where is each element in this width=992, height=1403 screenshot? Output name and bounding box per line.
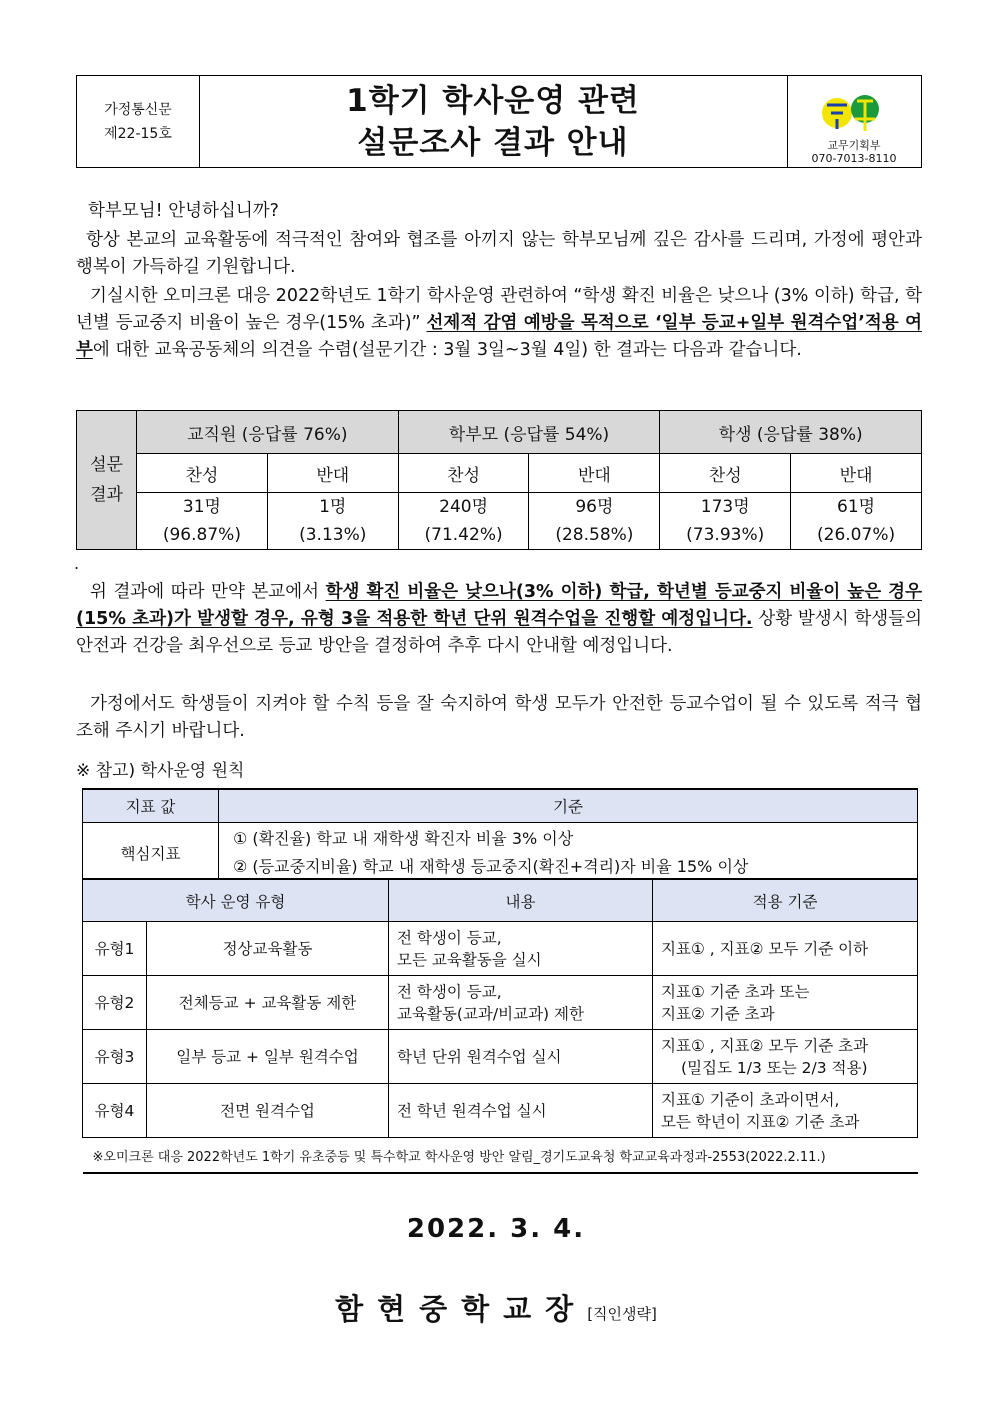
table-row: [83, 1030, 918, 1084]
newsletter-header: [76, 75, 922, 168]
type-apply: [653, 1084, 918, 1138]
type-apply: [653, 1030, 918, 1084]
agree-label: 찬성: [660, 454, 791, 493]
type-name: 전체등교 + 교육활동 제한: [147, 976, 389, 1030]
apply-line: 모든 학년이 지표② 기준 초과: [661, 1112, 860, 1131]
type-content: [389, 1030, 653, 1084]
percent: (28.58%): [555, 525, 634, 545]
indicator-header: 지표 값: [83, 789, 219, 823]
disagree-result: [791, 493, 922, 550]
newsletter-id-box: [77, 76, 200, 167]
content-line: 교육활동(교과/비교과) 제한: [397, 1004, 584, 1023]
type-code: 유형4: [83, 1084, 147, 1138]
apply-line: 지표① , 지표② 모두 기준 초과: [661, 1036, 869, 1055]
disagree-label: 반대: [267, 454, 398, 493]
group-header-parents: 학부모 (응답률 54%): [398, 411, 660, 454]
content-line: 학년 단위 원격수업 실시: [397, 1047, 562, 1066]
core-criteria: [219, 823, 918, 884]
count: 31명: [182, 497, 221, 517]
table-row: [83, 1084, 918, 1138]
core-indicator-label: 핵심지표: [83, 823, 219, 884]
issue-number: 제22-15호: [104, 125, 172, 142]
type-name: 전면 원격수업: [147, 1084, 389, 1138]
reference-title: ※ 참고) 학사운영 원칙: [76, 761, 245, 781]
result-paragraph: [76, 579, 922, 660]
type-name: 정상교육활동: [147, 922, 389, 976]
apply-line: 지표① 기준이 초과이면서,: [661, 1090, 840, 1109]
signer-name: 함현중학교장: [335, 1292, 588, 1326]
criteria-header: 기준: [219, 789, 918, 823]
result-text-end: 상황 발생시 학생들의 안전과 건강을 최우선으로 등교 방안을 결정하여 추후 다시 안내할 예정입니다.: [76, 609, 922, 656]
indicator-table: [82, 788, 918, 884]
table-row: [83, 922, 918, 976]
apply-line: 지표② 기준 초과: [661, 1004, 775, 1023]
disagree-result: [267, 493, 398, 550]
content-header: 내용: [389, 879, 653, 922]
type-content: [389, 976, 653, 1030]
result-emphasis: 학생 확진 비율은 낮으나(3% 이하) 학급, 학년별 등교중지 비율이 높은 경우(15% 초과)가 발생할 경우, 유형 3을 적용한 학년 단위 원격수업을 진행할 예정입니다.: [76, 582, 922, 629]
agree-result: [137, 493, 268, 550]
department-phone: 070-7013-8110: [811, 152, 897, 165]
percent: (96.87%): [162, 525, 241, 545]
type-code: 유형2: [83, 976, 147, 1030]
operation-type-table: [82, 878, 918, 1174]
count: 96명: [575, 497, 614, 517]
intro-paragraph: 항상 본교의 교육활동에 적극적인 참여와 협조를 아끼지 않는 학부모님께 깊은 감사를 드리며, 가정에 평안과 행복이 가득하길 기원합니다.: [76, 230, 922, 277]
school-logo-icon: [821, 91, 887, 139]
content-line: 모든 교육활동을 실시: [397, 950, 542, 969]
signer: [0, 1287, 992, 1328]
agree-result: [660, 493, 791, 550]
disagree-label: 반대: [529, 454, 660, 493]
table-footnote: ※오미크론 대응 2022학년도 1학기 유초중등 및 특수학교 학사운영 방안 알림_경기도교육청 학교교육과정과-2553(2022.2.11.): [83, 1138, 918, 1174]
content-line: 전 학생이 등교,: [397, 982, 502, 1001]
side-label-line-1: 설문: [90, 455, 123, 475]
apply-line: (밀집도 1/3 또는 2/3 적용): [681, 1058, 868, 1077]
department-name: 교무기획부: [827, 139, 881, 152]
criteria-2: ② (등교중지비율) 학교 내 재학생 등교중지(확진+격리)자 비율 15% 이상: [233, 857, 749, 876]
type-code: 유형3: [83, 1030, 147, 1084]
content-line: 전 학생이 등교,: [397, 928, 502, 947]
type-apply: [653, 976, 918, 1030]
percent: (26.07%): [817, 525, 896, 545]
survey-intro-text: 기실시한 오미크론 대응 2022학년도 1학기 학사운영 관련하여 “학생 확진 비율은 낮으나 (3% 이하) 학급, 학년별 등교중지 비율이 높은 경우(15% 초과)”: [76, 286, 922, 333]
type-header: 학사 운영 유형: [83, 879, 389, 922]
type-code: 유형1: [83, 922, 147, 976]
greeting: 학부모님! 안녕하십니까?: [88, 201, 279, 221]
school-logo-box: [787, 76, 921, 167]
apply-header: 적용 기준: [653, 879, 918, 922]
title-line-2: 설문조사 결과 안내: [357, 124, 629, 161]
count: 240명: [439, 497, 488, 517]
survey-intro-text-end: 에 대한 교육공동체의 의견을 수렴(설문기간 : 3월 3일~3월 4일) 한 결과는 다음과 같습니다.: [92, 340, 802, 360]
count: 61명: [837, 497, 876, 517]
seal-note: [직인생략]: [587, 1305, 657, 1323]
stray-dot: .: [74, 554, 80, 573]
survey-intro-emphasis: 선제적 감염 예방을 목적으로 ‘일부 등교+일부 원격수업’적용 여부: [76, 313, 923, 360]
survey-side-label: [77, 411, 137, 550]
table-row: [83, 976, 918, 1030]
agree-label: 찬성: [398, 454, 529, 493]
count: 1명: [319, 497, 347, 517]
percent: (73.93%): [686, 525, 765, 545]
document-date: 2022. 3. 4.: [406, 1214, 586, 1244]
title-line-1: 1학기 학사운영 관련: [346, 82, 640, 119]
newsletter-label: 가정통신문: [104, 101, 172, 118]
type-content: [389, 1084, 653, 1138]
disagree-result: [529, 493, 660, 550]
criteria-1: ① (확진율) 학교 내 재학생 확진자 비율 3% 이상: [233, 829, 574, 848]
survey-intro-paragraph: [76, 283, 922, 364]
disagree-label: 반대: [791, 454, 922, 493]
survey-results-table: [76, 410, 922, 550]
count: 173명: [700, 497, 750, 517]
percent: (3.13%): [299, 525, 367, 545]
group-header-students: 학생 (응답률 38%): [660, 411, 922, 454]
apply-line: 지표① 기준 초과 또는: [661, 982, 810, 1001]
apply-line: 지표① , 지표② 모두 기준 이하: [661, 939, 869, 958]
agree-label: 찬성: [137, 454, 268, 493]
type-apply: [653, 922, 918, 976]
type-name: 일부 등교 + 일부 원격수업: [147, 1030, 389, 1084]
result-text: 위 결과에 따라 만약 본교에서: [90, 582, 326, 602]
side-label-line-2: 결과: [90, 485, 123, 505]
page-title: [199, 76, 788, 167]
percent: (71.42%): [424, 525, 503, 545]
group-header-staff: 교직원 (응답률 76%): [137, 411, 399, 454]
type-content: [389, 922, 653, 976]
agree-result: [398, 493, 529, 550]
request-paragraph: 가정에서도 학생들이 지켜야 할 수칙 등을 잘 숙지하여 학생 모두가 안전한 등교수업이 될 수 있도록 적극 협조해 주시기 바랍니다.: [76, 694, 922, 741]
content-line: 전 학년 원격수업 실시: [397, 1101, 547, 1120]
